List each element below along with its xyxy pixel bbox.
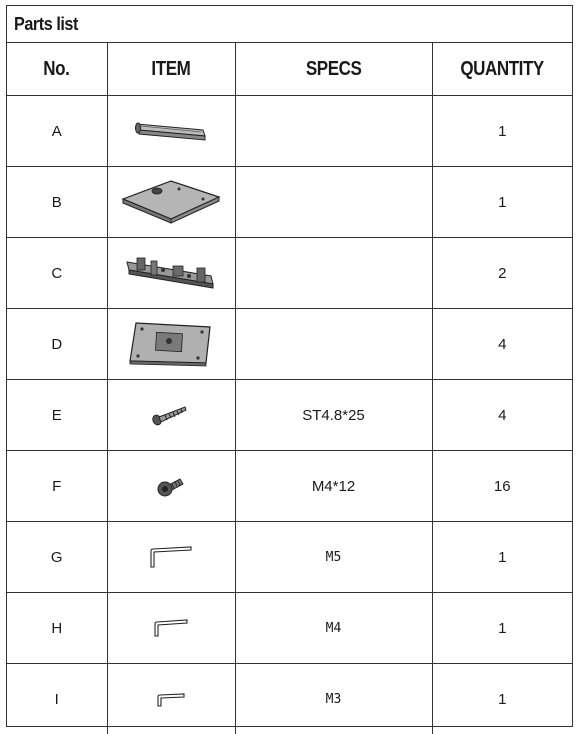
part-no: B <box>7 167 107 238</box>
table-row <box>7 167 572 238</box>
bar-profile-icon <box>131 116 211 146</box>
allen-key-icon <box>147 545 195 569</box>
part-item <box>107 451 235 522</box>
allen-key-icon <box>151 618 191 638</box>
part-quantity: 1 <box>432 522 572 593</box>
part-item <box>107 380 235 451</box>
part-specs: ST4.8*25 <box>235 380 432 451</box>
part-specs: M4 <box>235 593 432 664</box>
part-item <box>107 522 235 593</box>
part-specs: M3 <box>235 664 432 734</box>
mount-plate-icon <box>126 319 216 369</box>
part-item <box>107 96 235 167</box>
header-row <box>7 43 572 96</box>
allen-key-icon <box>154 690 188 708</box>
table-row <box>7 309 572 380</box>
part-specs: M5 <box>235 522 432 593</box>
table-row <box>7 664 572 734</box>
part-item <box>107 593 235 664</box>
bracket-rail-icon <box>123 252 219 294</box>
part-quantity: 4 <box>432 380 572 451</box>
part-quantity: 2 <box>432 238 572 309</box>
part-item <box>107 238 235 309</box>
part-quantity: 16 <box>432 451 572 522</box>
base-plate-icon <box>119 177 223 227</box>
part-item <box>107 664 235 734</box>
parts-table <box>7 42 572 734</box>
part-specs <box>235 309 432 380</box>
table-row <box>7 96 572 167</box>
part-specs <box>235 96 432 167</box>
table-row <box>7 522 572 593</box>
part-specs <box>235 238 432 309</box>
part-no: G <box>7 522 107 593</box>
header-specs: SPECS <box>235 43 432 96</box>
part-quantity: 4 <box>432 309 572 380</box>
part-no: H <box>7 593 107 664</box>
part-specs: M4*12 <box>235 451 432 522</box>
parts-list-sheet <box>6 5 573 727</box>
part-no: C <box>7 238 107 309</box>
wood-screw-icon <box>151 403 191 427</box>
header-quantity: QUANTITY <box>432 43 572 96</box>
part-quantity: 1 <box>432 96 572 167</box>
table-row <box>7 380 572 451</box>
hex-bolt-icon <box>156 473 186 499</box>
page-title: Parts list <box>14 14 78 34</box>
part-quantity: 1 <box>432 664 572 734</box>
table-row <box>7 238 572 309</box>
part-quantity: 1 <box>432 593 572 664</box>
part-item <box>107 167 235 238</box>
part-no: E <box>7 380 107 451</box>
part-no: F <box>7 451 107 522</box>
header-no: No. <box>7 43 107 96</box>
part-quantity: 1 <box>432 167 572 238</box>
header-item: ITEM <box>107 43 235 96</box>
part-no: D <box>7 309 107 380</box>
part-specs <box>235 167 432 238</box>
part-no: A <box>7 96 107 167</box>
table-row <box>7 451 572 522</box>
table-row <box>7 593 572 664</box>
part-item <box>107 309 235 380</box>
title-bar <box>7 6 572 43</box>
part-no: I <box>7 664 107 734</box>
